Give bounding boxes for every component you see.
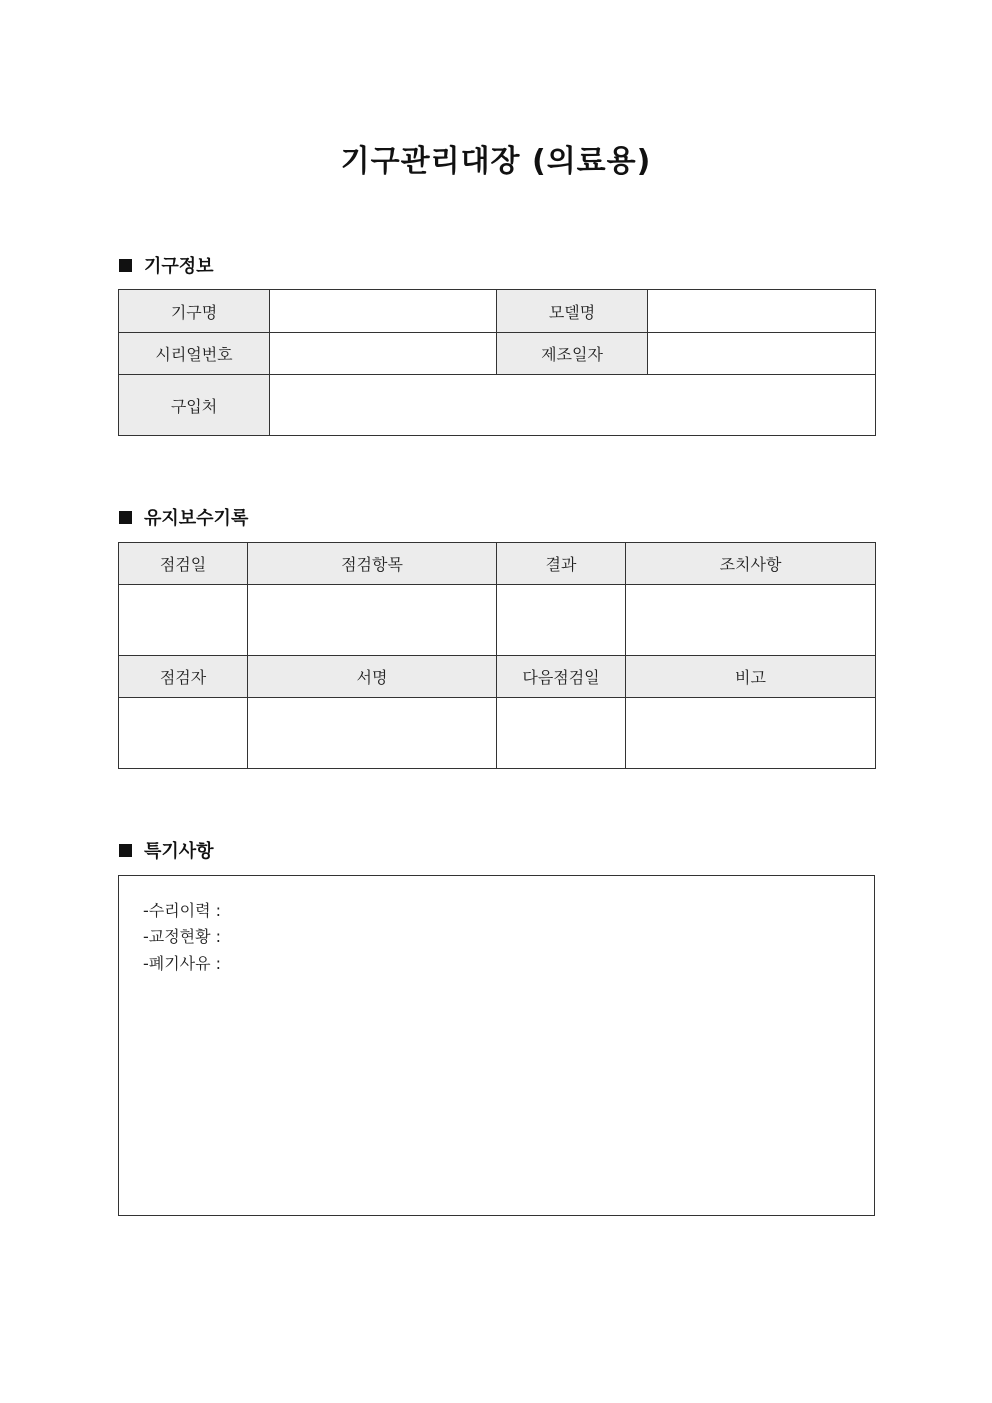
square-bullet-icon	[119, 259, 132, 272]
signature-field[interactable]	[248, 698, 497, 769]
table-header-row	[119, 543, 876, 585]
serial-number-label: 시리얼번호	[119, 333, 270, 375]
manufacture-date-field[interactable]	[648, 333, 876, 375]
inspection-date-field[interactable]	[119, 585, 248, 656]
result-field[interactable]	[497, 585, 626, 656]
section-title: 유지보수기록	[144, 508, 249, 529]
table-row	[119, 333, 876, 375]
square-bullet-icon	[119, 511, 132, 524]
device-info-table	[118, 289, 876, 436]
inspector-field[interactable]	[119, 698, 248, 769]
result-header: 결과	[497, 543, 626, 585]
inspection-date-header: 점검일	[119, 543, 248, 585]
inspection-item-field[interactable]	[248, 585, 497, 656]
table-row	[119, 375, 876, 436]
table-row	[119, 290, 876, 333]
signature-header: 서명	[248, 656, 497, 698]
table-row	[119, 585, 876, 656]
section-heading-device-info	[119, 253, 214, 277]
table-header-row	[119, 656, 876, 698]
repair-history-line: -수리이력 :	[143, 901, 222, 920]
section-heading-remarks	[119, 838, 214, 862]
disposal-reason-line: -폐기사유 :	[143, 954, 222, 973]
next-inspection-date-header: 다음점검일	[497, 656, 626, 698]
vendor-field[interactable]	[270, 375, 876, 436]
serial-number-field[interactable]	[270, 333, 497, 375]
next-inspection-date-field[interactable]	[497, 698, 626, 769]
vendor-label: 구입처	[119, 375, 270, 436]
model-name-field[interactable]	[648, 290, 876, 333]
section-title: 특기사항	[144, 841, 214, 862]
note-field[interactable]	[626, 698, 876, 769]
inspector-header: 점검자	[119, 656, 248, 698]
maintenance-table	[118, 542, 876, 769]
inspection-item-header: 점검항목	[248, 543, 497, 585]
table-row	[119, 698, 876, 769]
section-title: 기구정보	[144, 256, 214, 277]
square-bullet-icon	[119, 844, 132, 857]
device-name-field[interactable]	[270, 290, 497, 333]
model-name-label: 모델명	[497, 290, 648, 333]
action-taken-field[interactable]	[626, 585, 876, 656]
device-name-label: 기구명	[119, 290, 270, 333]
calibration-status-line: -교정현황 :	[143, 927, 222, 946]
page-title: 기구관리대장 (의료용)	[340, 144, 652, 179]
remarks-box[interactable]	[118, 875, 875, 1216]
action-taken-header: 조치사항	[626, 543, 876, 585]
section-heading-maintenance	[119, 505, 248, 529]
manufacture-date-label: 제조일자	[497, 333, 648, 375]
note-header: 비고	[626, 656, 876, 698]
